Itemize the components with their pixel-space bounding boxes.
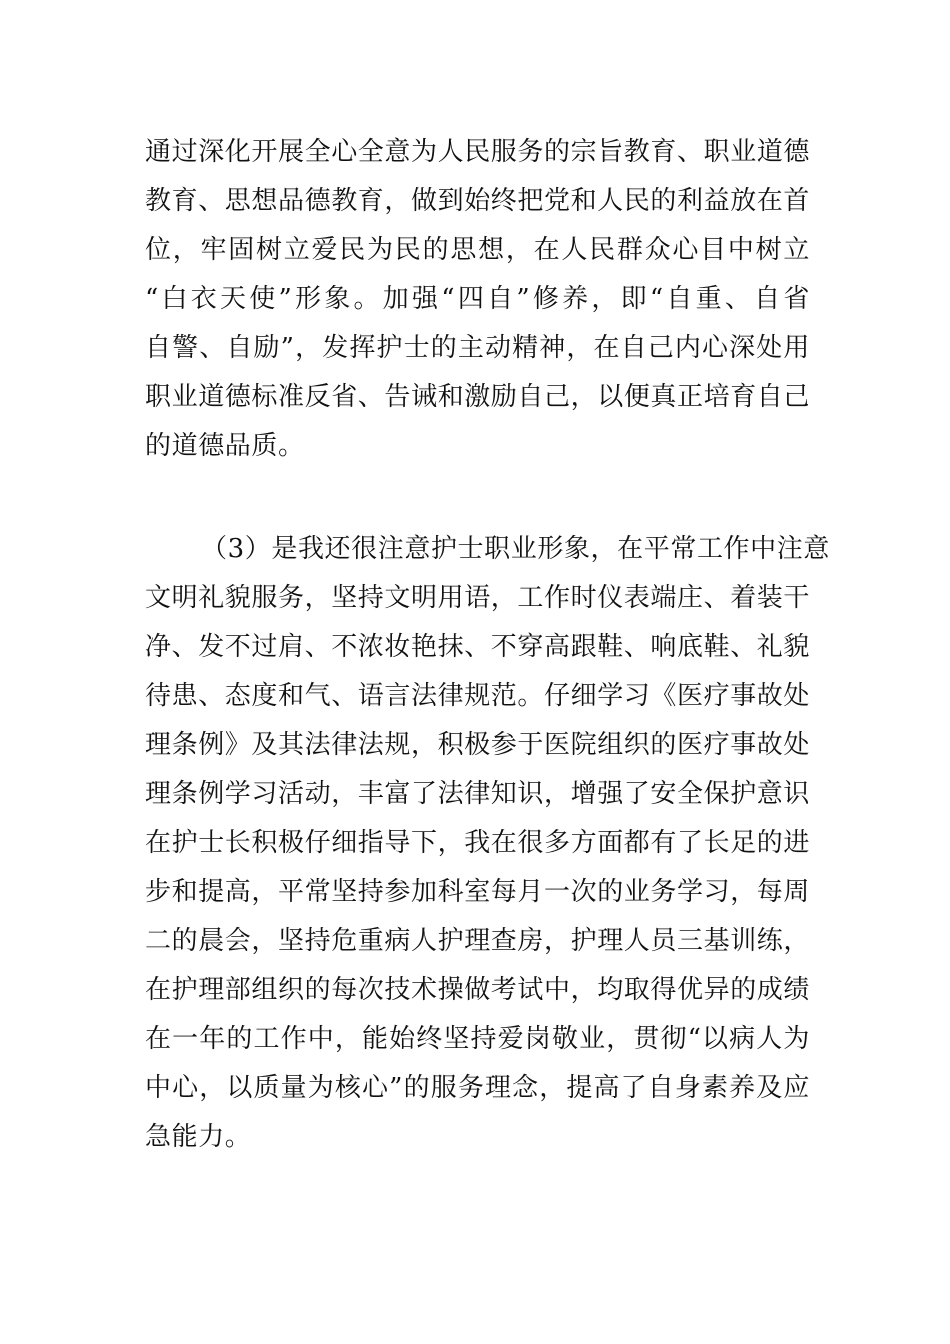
text-line: 在护理部组织的每次技术操做考试中，均取得优异的成绩 [145,975,811,1005]
text-line: 在护士长积极仔细指导下，我在很多方面都有了长足的进 [145,828,811,858]
text-line: 职业道德标准反省、告诫和激励自己，以便真正培育自己 [145,382,811,412]
text-line: 二的晨会，坚持危重病人护理查房，护理人员三基训练， [145,926,811,956]
text-line: 理条例学习活动，丰富了法律知识，增强了安全保护意识 [145,779,811,809]
text-line: 待患、态度和气、语言法律规范。仔细学习《医疗事故处 [145,681,811,711]
text-line: 步和提高，平常坚持参加科室每月一次的业务学习，每周 [145,877,811,907]
paragraph-professional-image [145,525,830,1162]
text-line: “白衣天使”形象。加强“四自”修养，即“自重、自省 [145,284,810,314]
text-line: 自警、自励”，发挥护士的主动精神，在自己内心深处用 [145,333,810,363]
paragraph-service-ethics [145,128,810,471]
text-line: 在一年的工作中，能始终坚持爱岗敬业，贯彻“以病人为 [145,1024,810,1054]
text-line: 理条例》及其法律法规，积极参于医院组织的医疗事故处 [145,730,811,760]
text-line: 教育、思想品德教育，做到始终把党和人民的利益放在首 [145,186,811,216]
text-line: 位，牢固树立爱民为民的思想，在人民群众心目中树立 [145,235,810,265]
text-line: 中心，以质量为核心”的服务理念，提高了自身素养及应 [145,1073,810,1103]
text-line: 文明礼貌服务，坚持文明用语，工作时仪表端庄、着装干 [145,583,811,613]
text-line: 净、发不过肩、不浓妆艳抹、不穿高跟鞋、响底鞋、礼貌 [145,632,811,662]
text-line: 通过深化开展全心全意为人民服务的宗旨教育、职业道德 [145,137,811,167]
text-line: （3）是我还很注意护士职业形象，在平常工作中注意 [201,534,830,564]
text-line: 急能力。 [145,1122,252,1152]
text-line: 的道德品质。 [145,431,305,461]
